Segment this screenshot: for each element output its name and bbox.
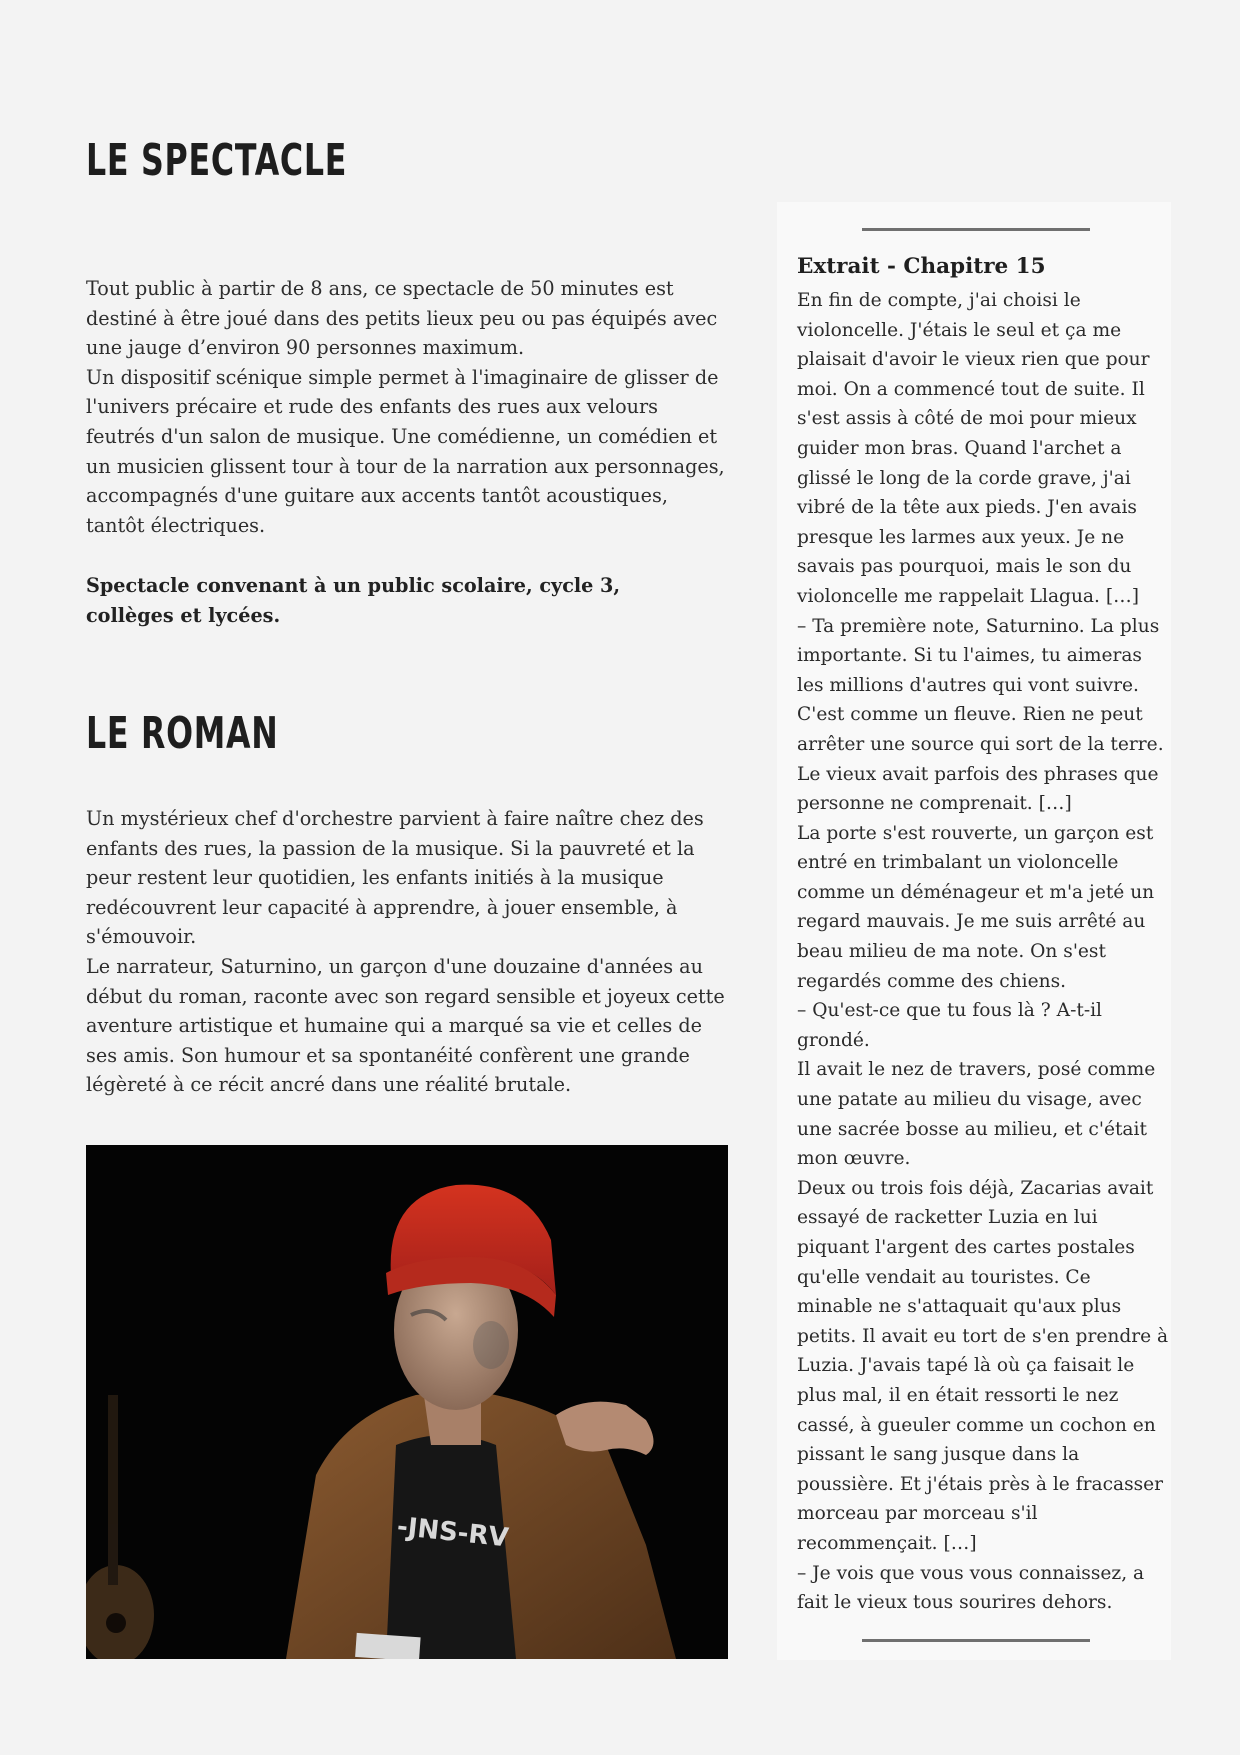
extract-title: Extrait - Chapitre 15: [797, 254, 1046, 279]
extract-paragraph: Il avait le nez de travers, posé comme une patate au milieu du visage, avec une sacrée bosse au milieu, et c'était mon œuvre.: [797, 1059, 1156, 1170]
extract-sidebar: [777, 202, 1171, 1660]
stage-photo-illustration: [86, 1145, 728, 1659]
spectacle-note-text: Spectacle convenant à un public scolaire, cycle 3, collèges et lycées.: [86, 574, 621, 627]
extract-paragraph: La porte s'est rouverte, un garçon est entré en trimbalant un violoncelle comme un déménageur et m'a jeté un regard mauvais. Je me suis arrêté au beau milieu de ma note. On s'est regardés comme des chiens.: [797, 822, 1155, 992]
extract-paragraph: Deux ou trois fois déjà, Zacarias avait essayé de racketter Luzia en lui piquant l'argent des cartes postales qu'elle vendait au touristes. Ce minable ne s'attaquait qu'aux plus petits. Il avait eu tort de s'en prendre à Luzia. J'avais tapé là où ça faisait le plus mal, il en était ressorti le nez cassé, à gueuler comme un cochon en pissant le sang jusque dans la poussière. Et j'étais près à le fracasser morceau par morceau s'il recommençait. […]: [797, 1177, 1169, 1554]
shirt-text: -JNS-RV: [395, 1511, 510, 1554]
spectacle-text: [86, 274, 730, 540]
spectacle-paragraph-2: Un dispositif scénique simple permet à l'imaginaire de glisser de l'univers précaire et rude des enfants des rues aux velours feutrés d'un salon de musique. Une comédienne, un comédien et un musicien glissent tour à tour de la narration aux personnages, accompagnés d'une guitare aux accents tantôt acoustiques, tantôt électriques.: [86, 365, 725, 537]
extract-paragraph: En fin de compte, j'ai choisi le violoncelle. J'étais le seul et ça me plaisait d'avoir le vieux rien que pour moi. On a commencé tout de suite. Il s'est assis à côté de moi pour mieux guider mon bras. Quand l'archet a glissé le long de la corde grave, j'ai vibré de la tête aux pieds. J'en avais presque les larmes aux yeux. Je ne savais pas pourquoi, mais le son du violoncelle me rappelait Llagua. […]: [797, 290, 1150, 607]
roman-text: [86, 804, 730, 1100]
extract-paragraph: – Qu'est-ce que tu fous là ? A-t-il grondé.: [797, 1000, 1102, 1051]
extract-paragraph: – Je vois que vous vous connaissez, a fait le vieux tous sourires dehors.: [797, 1562, 1145, 1614]
heading-spectacle: LE SPECTACLE: [86, 135, 348, 186]
guitar-shape: [86, 1395, 154, 1659]
hand-shape: [556, 1402, 654, 1455]
heading-roman: LE ROMAN: [86, 708, 279, 759]
extract-paragraph: – Ta première note, Saturnino. La plus importante. Si tu l'aimes, tu aimeras les millions d'autres qui vont suivre. C'est comme un fleuve. Rien ne peut arrêter une source qui sort de la terre.: [797, 615, 1164, 755]
stage-photo: [86, 1145, 728, 1659]
spectacle-paragraph-1: Tout public à partir de 8 ans, ce spectacle de 50 minutes est destiné à être joué dans des petits lieux peu ou pas équipés avec une jauge d’environ 90 personnes maximum.: [86, 277, 718, 360]
extract-paragraph: Le vieux avait parfois des phrases que personne ne comprenait. […]: [797, 763, 1159, 815]
sidebar-bottom-rule: [862, 1639, 1090, 1642]
extract-text: [797, 286, 1169, 1618]
roman-paragraph-1: Un mystérieux chef d'orchestre parvient à faire naître chez des enfants des rues, la passion de la musique. Si la pauvreté et la peur restent leur quotidien, les enfants initiés à la musique redécouvrent leur capacité à apprendre, à jouer ensemble, à s'émouvoir.: [86, 807, 704, 949]
sidebar-top-rule: [862, 228, 1090, 231]
roman-paragraph-2: Le narrateur, Saturnino, un garçon d'une douzaine d'années au début du roman, raconte avec son regard sensible et joyeux cette aventure artistique et humaine qui a marqué sa vie et celles de ses amis. Son humour et sa spontanéité confèrent une grande légèreté à ce récit ancré dans une réalité brutale.: [86, 954, 725, 1097]
spectacle-note: [86, 571, 730, 630]
